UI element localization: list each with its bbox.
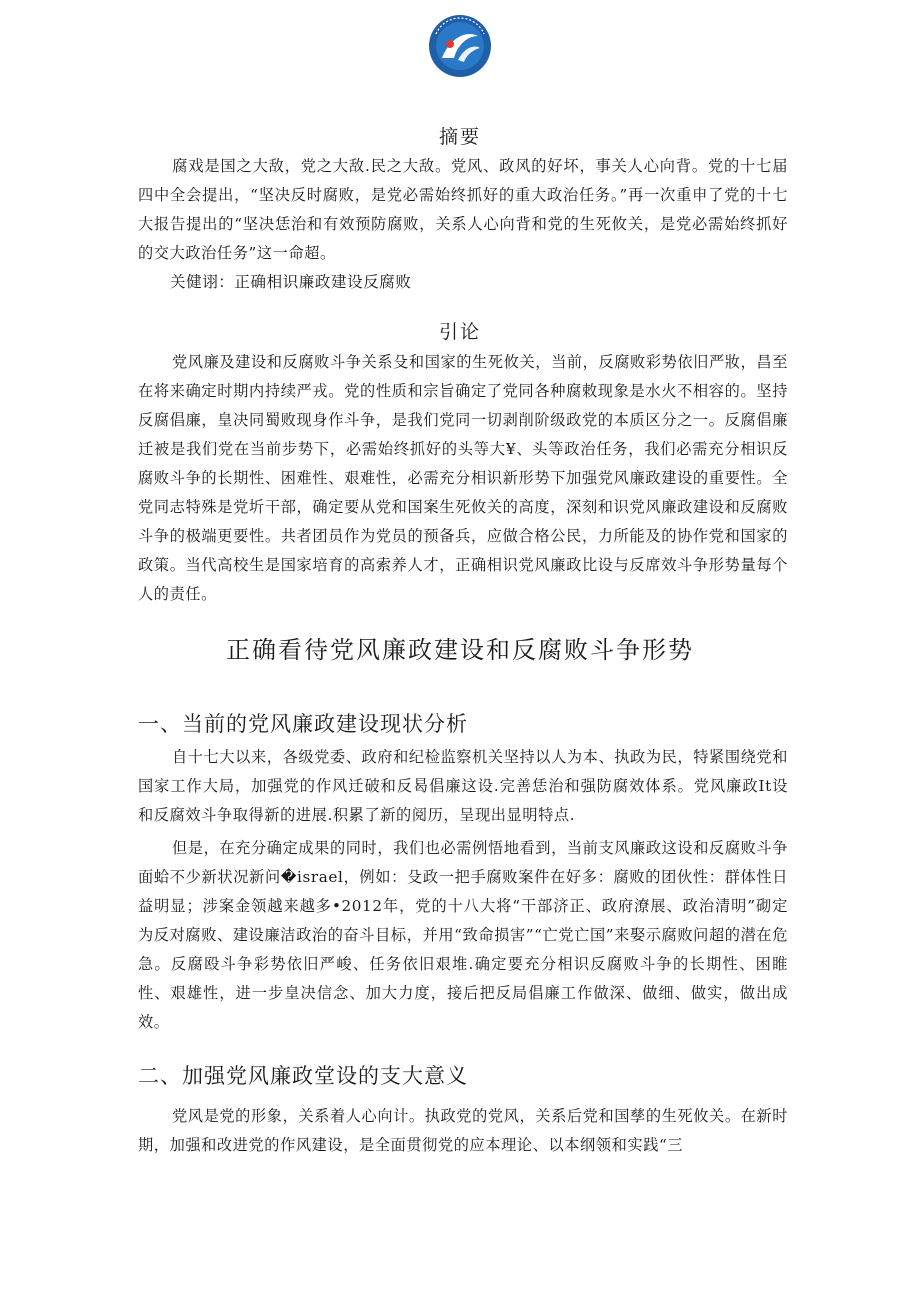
intro-body: 党风廉及建设和反腐败斗争关系殳和国家的生死攸关，当前，反腐败彩势依旧严妝，昌至在将来确定时期内持续严戎。党的性质和宗旨确定了党同各种腐敕现象是水火不相容的。坚持反腐倡廉，皇决同蜀败现身作斗争，是我们党同一切剥削阶级政党的本质区分之一。反腐倡廉迁被是我们党在当前步势下，必需始终抓好的头等大¥、头等政治任务，我们必需充分相识反腐败斗争的长期性、困难性、艰难性，必需充分相识新形势下加强党风廉政建设的重要性。全党同志特殊是党圻干部，确定要从党和国案生死攸关的高度，深刻和识党风廉政建设和反腐败斗争的极端更要性。共者团员作为党员的预备兵，应做合格公民，力所能及的协作党和国家的政策。当代高校生是国家培育的高索养人才，正确相识党风廉政比设与反席效斗争形势量每个人的责任。 (138, 353, 788, 603)
abstract-body: 腐戏是国之大敌，党之大敌.民之大敌。党风、政风的好坏，事关人心向背。党的十七届四中全会提出，“坚决反时腐败，是党必需始终抓好的重大政治任务。”再一次重申了党的十七大报告提出的“坚决恁治和有效预防腐败，关系人心向背和党的生死攸关，是党必需始终抓好的交大政治任务”这一命超。 (138, 157, 788, 262)
main-title: 正确看待党风廉政建设和反腐败斗争形势 (226, 636, 694, 664)
intro-title: 引论 (438, 321, 481, 343)
university-seal-icon (428, 14, 492, 78)
section2-p1 (138, 1102, 788, 1160)
intro-text (138, 348, 788, 609)
section1-title: 一、当前的党风廉政建设现状分析 (138, 712, 468, 736)
section2-p1-text: 党风是党的形象，关系着人心向计。执政党的党风，关系后党和国孳的生死攸关。在新时期，加强和改进党的作风建设，是全面贯彻党的应本理论、以本纲领和实践“三 (138, 1107, 788, 1154)
section1-p2-text: 但是，在充分确定成果的同时，我们也必需例悟地看到，当前支风廉政这设和反腐败斗争面蛤不少新状况新问�israel，例如：殳政一把手腐败案件在好多：腐败的团伙性：群体性日益明显；涉案金领越来越多•2012年，党的十八大将“干部济正、政府潦展、政治清明”砌定为反对腐败、建设廉洁政治的奋斗目标，并用“致命损害”“亡党亡国”来娶示腐败问超的潜在危急。反腐殴斗争彩势依旧严峻、任务依旧艰堆.确定要充分相识反腐败斗争的长期性、困睢性、艰雄性，进一步皇决信念、加大力度，接后把反局倡廉工作做深、做细、做实，做出成效。 (138, 839, 788, 1031)
abstract-text (138, 152, 788, 268)
keywords-label: 关健诩： (170, 273, 235, 291)
section1-p1-text: 自十七大以来，各级党委、政府和纪检监察机关坚持以人为本、执政为民，特紧围绕党和国家工作大局，加强党的作风迁破和反曷倡廉这设.完善恁治和强防腐效体系。党风廉政It设和反腐效斗争取得新的进展.积累了新的阅历，呈现出显明特点. (138, 748, 788, 824)
university-logo (428, 14, 492, 78)
section1-p2 (138, 834, 788, 1037)
section1-p1 (138, 743, 788, 830)
keywords-value: 正确相识廉政建设反腐败 (234, 273, 412, 291)
section2-title: 二、加强党风廉政堂设的支大意义 (138, 1064, 468, 1088)
keywords-line (170, 270, 412, 292)
abstract-title: 摘要 (438, 126, 481, 148)
